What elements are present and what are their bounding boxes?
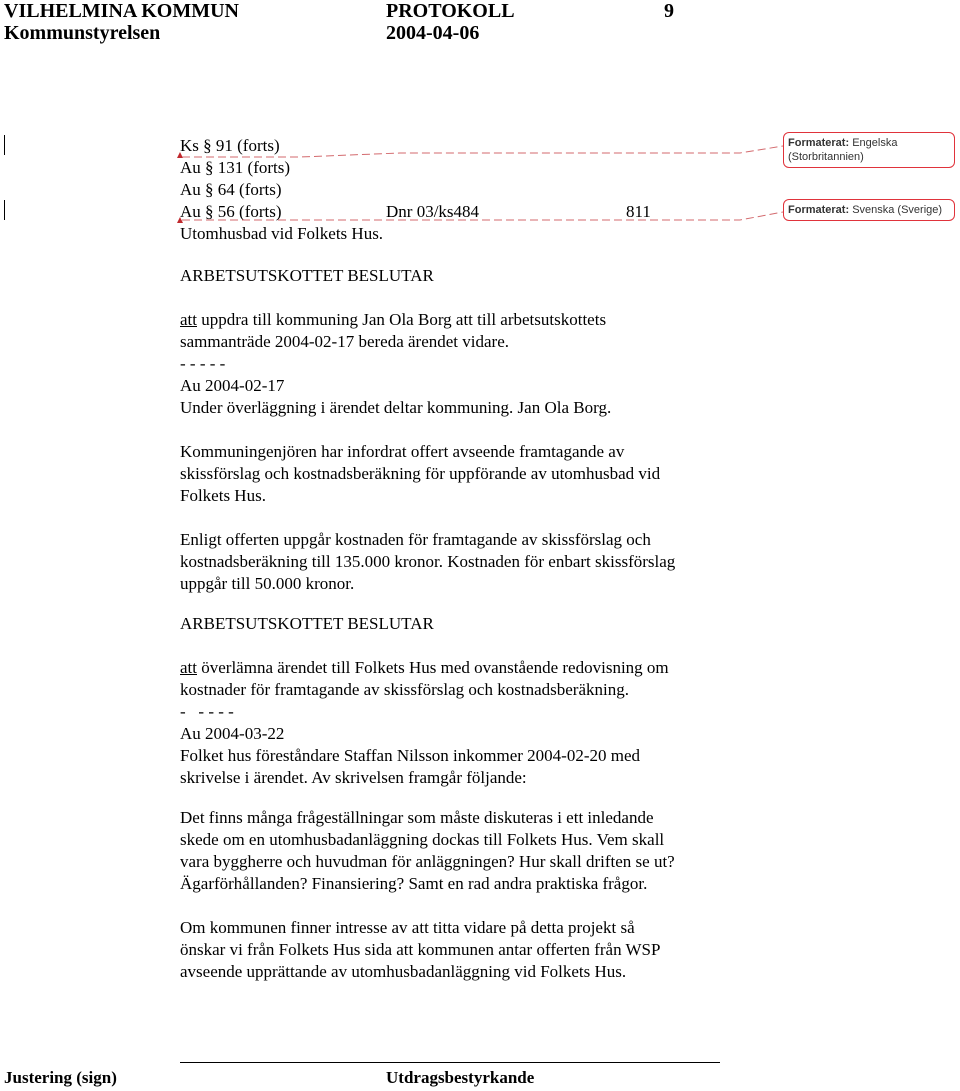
paragraph-line: vara byggherre och huvudman för anläggningen? Hur skall driften se ut? [180,852,675,871]
separator-dashes: - - - - - [180,354,226,373]
format-comment-balloon[interactable] [783,199,955,221]
ref-line-2: Au § 131 (forts) [180,158,291,177]
case-title: Utomhusbad vid Folkets Hus. [180,224,384,243]
decision-text: uppdra till kommuning Jan Ola Borg att till arbetsutskottets [197,310,607,329]
separator-dashes: - - - - - [180,702,234,721]
header-page-number: 9 [664,0,674,22]
au-date: Au 2004-03-22 [180,724,285,743]
paragraph-line: skrivelse i ärendet. Av skrivelsen framgår följande: [180,768,527,787]
section-heading: ARBETSUTSKOTTET BESLUTAR [180,614,434,633]
att-keyword: att [180,658,197,677]
footer-utdragsbestyrkande: Utdragsbestyrkande [386,1068,535,1087]
paragraph-line: Folket hus föreståndare Staffan Nilsson inkommer 2004-02-20 med [180,746,641,765]
format-comment-balloon[interactable] [783,132,955,168]
header-body-name: Kommunstyrelsen [4,22,161,44]
paragraph-line: Det finns många frågeställningar som måste diskuteras i ett inledande [180,808,654,827]
decision-line [180,309,606,331]
ref-line-4: Au § 56 (forts) [180,202,282,221]
header-date: 2004-04-06 [386,22,480,44]
section-heading: ARBETSUTSKOTTET BESLUTAR [180,266,434,285]
ref-line-1: Ks § 91 (forts) [180,136,280,155]
decision-line: kostnader för framtagande av skissförslag och kostnadsberäkning. [180,680,629,699]
participation-note: Under överläggning i ärendet deltar kommuning. Jan Ola Borg. [180,398,612,417]
au-date: Au 2004-02-17 [180,376,285,395]
paragraph-line: skissförslag och kostnadsberäkning för uppförande av utomhusbad vid [180,464,661,483]
ref-line-3: Au § 64 (forts) [180,180,282,199]
comment-text: Svenska (Sverige) [852,204,943,216]
att-keyword: att [180,310,197,329]
paragraph-line: kostnadsberäkning till 135.000 kronor. Kostnaden för enbart skissförslag [180,552,676,571]
decision-line [180,657,669,679]
comment-label: Formaterat: [788,137,850,149]
comment-label: Formaterat: [788,204,850,216]
dnr-number: Dnr 03/ks484 [386,202,480,221]
footer-rule [180,1062,720,1063]
paragraph-line: Om kommunen finner intresse av att titta vidare på detta projekt så [180,918,635,937]
paragraph-line: Kommuningenjören har infordrat offert avseende framtagande av [180,442,625,461]
paragraph-line: Folkets Hus. [180,486,266,505]
paragraph-line: önskar vi från Folkets Hus sida att kommunen antar offerten från WSP [180,940,661,959]
paragraph-line: Ägarförhållanden? Finansiering? Samt en rad andra praktiska frågor. [180,874,648,893]
comment-connectors [0,0,960,260]
paragraph-line: skede om en utomhusbadanläggning dockas till Folkets Hus. Vem skall [180,830,665,849]
footer-justering: Justering (sign) [4,1068,117,1087]
paragraph-line: avseende upprättande av utomhusbadanläggning vid Folkets Hus. [180,962,627,981]
paragraph-line: uppgår till 50.000 kronor. [180,574,355,593]
paragraph-line: Enligt offerten uppgår kostnaden för framtagande av skissförslag och [180,530,651,549]
header-org: VILHELMINA KOMMUN [4,0,239,22]
comment-text: Engelska (Storbritannien) [788,137,898,163]
decision-text: överlämna ärendet till Folkets Hus med ovanstående redovisning om [197,658,669,677]
archive-code: 811 [626,202,651,221]
decision-line: sammanträde 2004-02-17 bereda ärendet vidare. [180,332,509,351]
header-doc-type: PROTOKOLL [386,0,515,22]
